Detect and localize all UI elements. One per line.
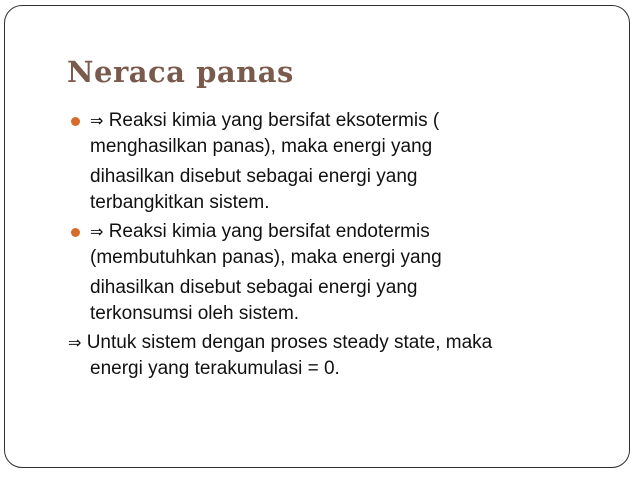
note-steady-state xyxy=(68,330,608,382)
note-text: Untuk sistem dengan proses steady state, maka xyxy=(86,332,493,353)
implies-arrow-icon: ⇒ xyxy=(68,333,82,352)
bullet-dot-icon xyxy=(71,228,80,237)
bullet-line: terbangkitkan sistem. xyxy=(90,192,270,213)
implies-arrow-icon: ⇒ xyxy=(90,222,104,241)
note-line: energi yang terakumulasi = 0. xyxy=(90,358,340,379)
bullet-line: dihasilkan disebut sebagai energi yang xyxy=(90,277,418,298)
bullet-item-endothermic xyxy=(68,219,608,327)
note-line xyxy=(68,330,608,356)
bullet-line: (membutuhkan panas), maka energi yang xyxy=(90,247,442,268)
bullet-line: menghasilkan panas), maka energi yang xyxy=(90,136,433,157)
implies-arrow-icon: ⇒ xyxy=(90,111,104,130)
bullet-item-exothermic xyxy=(68,108,608,216)
bullet-line: dihasilkan disebut sebagai energi yang xyxy=(90,166,418,187)
bullet-dot-icon xyxy=(71,117,80,126)
slide-content xyxy=(68,108,608,382)
bullet-line xyxy=(90,219,608,245)
slide-title: Neraca panas xyxy=(67,55,294,89)
bullet-text: Reaksi kimia yang bersifat endotermis xyxy=(108,221,430,242)
bullet-line xyxy=(90,108,608,134)
bullet-text: Reaksi kimia yang bersifat eksotermis ( xyxy=(108,110,440,131)
bullet-line: terkonsumsi oleh sistem. xyxy=(90,303,300,324)
